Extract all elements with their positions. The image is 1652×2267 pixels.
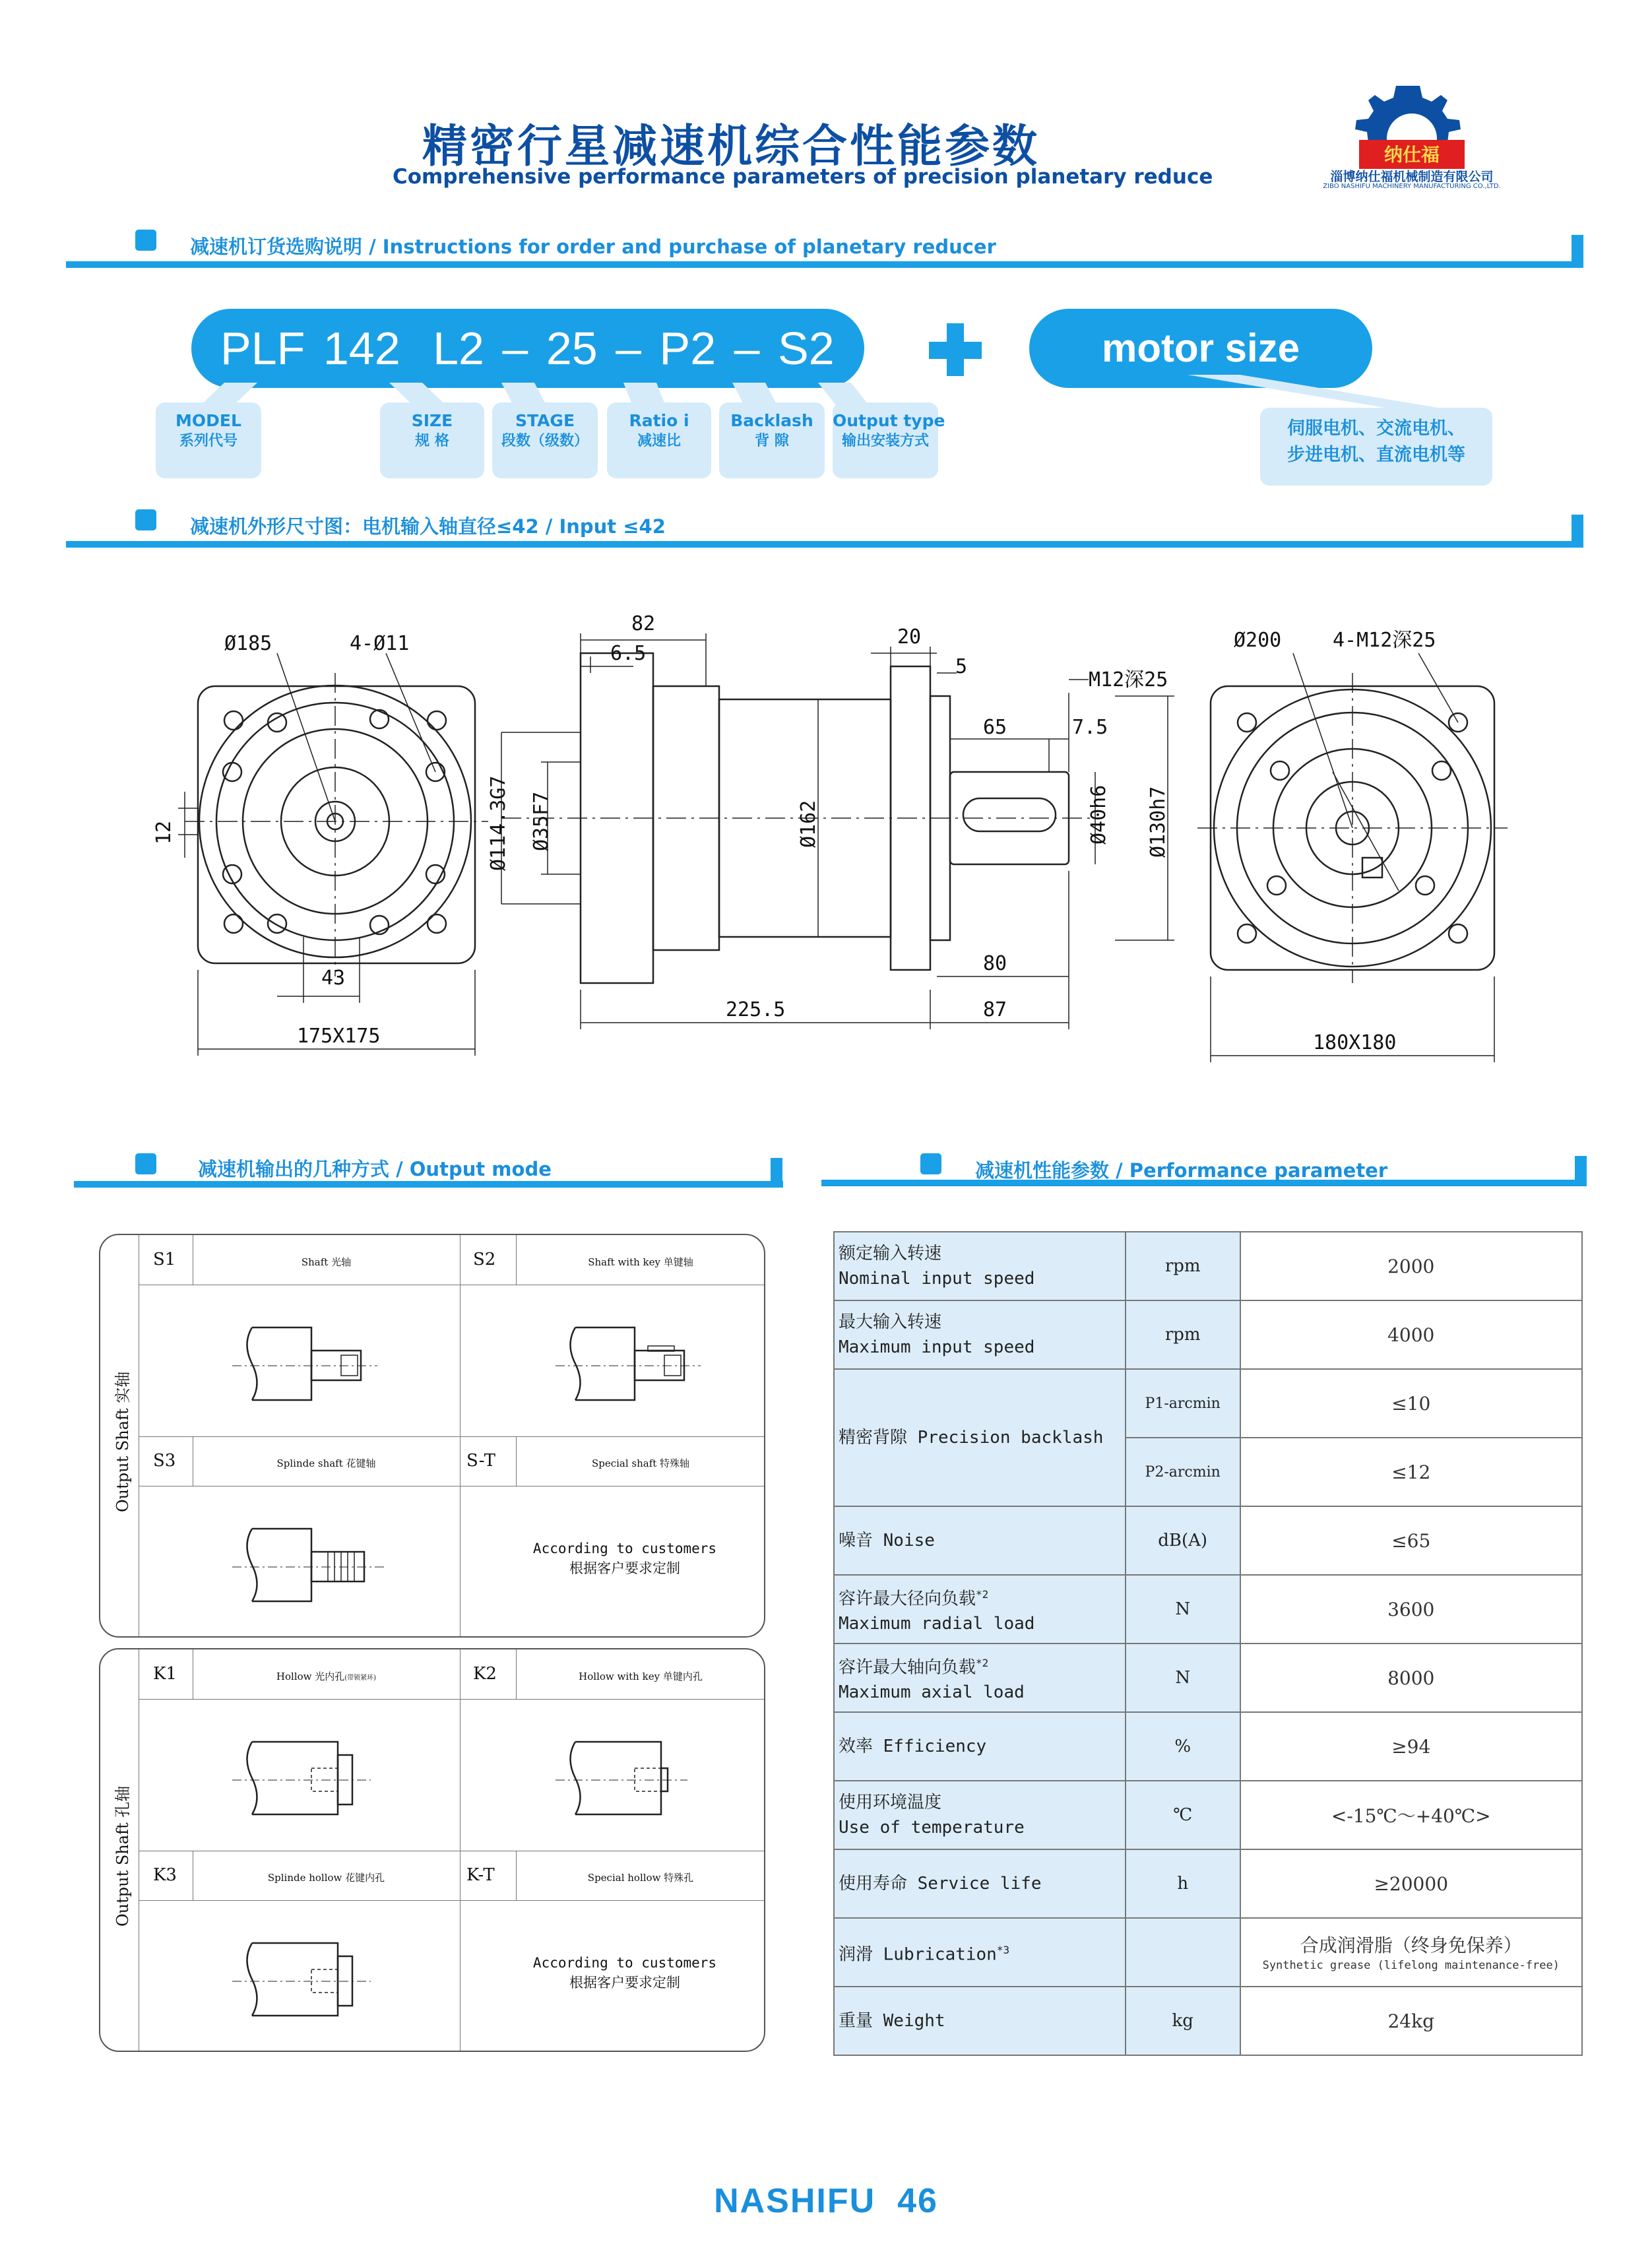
param-unit: P2-arcmin	[1126, 1438, 1240, 1506]
table-row	[834, 1575, 1582, 1644]
param-value: 4000	[1240, 1300, 1583, 1369]
mode-kt-note-cn: 根据客户要求定制	[569, 1975, 680, 1991]
table-row	[834, 1987, 1582, 2055]
footnote-mark: *3	[996, 1943, 1010, 1956]
tag-output-type	[833, 402, 945, 478]
mode-k2-code: K2	[473, 1664, 497, 1684]
param-value: ≥20000	[1240, 1849, 1583, 1918]
tag-backlash-cn: 背 隙	[755, 433, 789, 449]
dim-holes-11: 4-Ø11	[350, 632, 410, 655]
tag-model-en: MODEL	[175, 411, 241, 430]
param-unit: %	[1126, 1712, 1240, 1781]
dim-114: Ø114.3G7	[487, 775, 510, 871]
tag-size	[380, 402, 484, 478]
table-row	[834, 1644, 1582, 1712]
mode-st-note-cn: 根据客户要求定制	[569, 1560, 680, 1576]
tag-ratio-en: Ratio i	[629, 411, 689, 430]
dim-43: 43	[321, 967, 346, 990]
section-divider	[66, 261, 1583, 268]
param-name	[834, 1300, 1126, 1369]
param-cn: 额定输入转速	[839, 1244, 942, 1263]
code-output: S2	[778, 323, 835, 374]
tag-stage-cn: 段数（级数）	[501, 433, 588, 449]
page-footer: NASHIFU 46	[714, 2182, 938, 2220]
mode-s1-code: S1	[153, 1250, 176, 1269]
shaft-s2-icon	[556, 1314, 753, 1413]
mode-kt-note-en: According to customers	[532, 1955, 717, 1971]
table-row	[834, 1712, 1582, 1781]
shaft-s3-icon	[232, 1516, 430, 1614]
param-en: Maximum radial load	[839, 1614, 1035, 1634]
code-backlash: P2	[659, 323, 716, 374]
dim-87: 87	[983, 998, 1007, 1021]
param-cn: 容许最大轴向负载	[839, 1657, 976, 1678]
hollow-k1-icon	[232, 1729, 430, 1828]
mode-k1-name	[193, 1669, 460, 1683]
dimension-drawing	[0, 581, 1652, 1082]
param-value: ≥94	[1240, 1712, 1583, 1781]
section-title-order: 减速机订货选购说明 / Instructions for order and purchase of planetary reducer	[190, 236, 996, 258]
mode-s2-code: S2	[473, 1250, 496, 1269]
param-en: Use of temperature	[839, 1818, 1025, 1837]
table-row	[834, 1300, 1582, 1369]
mode-s2-name: Shaft with key 单键轴	[588, 1256, 693, 1268]
section-title-output: 减速机输出的几种方式 / Output mode	[198, 1158, 552, 1180]
table-row	[834, 1781, 1582, 1849]
param-name	[834, 1644, 1126, 1712]
value-en: Synthetic grease (lifelong maintenance-free)	[1262, 1959, 1560, 1972]
param-value	[1240, 1918, 1583, 1987]
tag-stage	[492, 402, 598, 478]
tag-size-cn: 规 格	[415, 433, 449, 449]
mode-st-code: S-T	[466, 1451, 495, 1471]
mode-st-name: Special shaft 特殊轴	[591, 1457, 690, 1469]
section-marker	[920, 1153, 941, 1174]
footnote-mark: *2	[976, 1587, 989, 1601]
plus-icon-bar	[929, 342, 982, 359]
code-model: PLF	[220, 323, 305, 374]
param-en: Maximum input speed	[839, 1337, 1035, 1357]
param-value: 3600	[1240, 1575, 1583, 1644]
dim-35: Ø35F7	[530, 791, 553, 851]
section-divider	[66, 541, 1583, 548]
param-value: 8000	[1240, 1644, 1583, 1712]
logo-text: 纳仕福	[1383, 144, 1440, 166]
dim-pcd-185: Ø185	[224, 632, 272, 655]
param-unit: N	[1126, 1575, 1240, 1644]
table-row	[834, 1918, 1582, 1987]
section-divider-end	[1572, 235, 1583, 268]
code-sep: –	[616, 323, 642, 374]
tag-ratio	[607, 402, 711, 478]
param-cn: 容许最大径向负载	[839, 1589, 976, 1609]
param-name	[834, 1918, 1126, 1987]
section-marker	[135, 1153, 156, 1174]
logo-company-cn: 淄博纳仕福机械制造有限公司	[1330, 170, 1494, 184]
tag-motor-line1: 伺服电机、交流电机、	[1287, 418, 1465, 439]
output-solid-panel	[99, 1234, 765, 1638]
dim-82: 82	[631, 612, 656, 635]
param-cn: 最大输入转速	[839, 1312, 942, 1332]
dim-5: 5	[955, 655, 968, 678]
param-name	[834, 1232, 1126, 1300]
solid-shaft-label: Output Shaft 实轴	[113, 1371, 132, 1512]
dim-40: Ø40h6	[1087, 784, 1110, 845]
mode-k3-name: Splinde hollow 花键内孔	[267, 1872, 385, 1884]
page-subtitle: Comprehensive performance parameters of precision planetary reduce	[393, 165, 1213, 189]
param-value: <-15℃～+40℃>	[1240, 1781, 1583, 1849]
tag-ratio-cn: 减速比	[637, 433, 681, 449]
tag-stage-en: STAGE	[515, 411, 575, 430]
dim-130: Ø130h7	[1147, 786, 1170, 858]
mode-s3-name: Splinde shaft 花键轴	[276, 1457, 376, 1469]
tag-model-cn: 系列代号	[179, 433, 238, 449]
code-sep: –	[734, 323, 760, 374]
param-name: 噪音 Noise	[834, 1506, 1126, 1575]
param-name: 重量 Weight	[834, 1987, 1126, 2055]
logo-company-en: ZIBO NASHIFU MACHINERY MANUFACTURING CO.,LTD.	[1323, 183, 1501, 190]
param-name	[834, 1781, 1126, 1849]
mode-kt-name: Special hollow 特殊孔	[587, 1872, 694, 1884]
table-row	[834, 1369, 1582, 1438]
code-sep: –	[502, 323, 528, 374]
param-en: Nominal input speed	[839, 1269, 1035, 1289]
mode-kt-code: K-T	[466, 1865, 495, 1885]
hollow-shaft-label: Output Shaft 孔轴	[113, 1785, 132, 1927]
footnote-mark: *2	[976, 1656, 989, 1669]
hollow-k2-icon	[556, 1729, 753, 1828]
param-value: 2000	[1240, 1232, 1583, 1300]
param-value: ≤10	[1240, 1369, 1583, 1438]
dim-pcd-200: Ø200	[1234, 629, 1282, 652]
dim-20: 20	[897, 625, 922, 649]
tag-motor-types	[1260, 408, 1492, 486]
tag-output-en: Output type	[833, 411, 945, 430]
value-cn: 合成润滑脂（终身免保养）	[1300, 1934, 1522, 1956]
param-unit: h	[1126, 1849, 1240, 1918]
dim-7-5: 7.5	[1072, 716, 1108, 739]
param-unit: dB(A)	[1126, 1506, 1240, 1575]
param-unit: rpm	[1126, 1232, 1240, 1300]
mode-kt-note	[496, 1953, 753, 1993]
section-divider-end	[1572, 515, 1583, 548]
mode-st-note	[496, 1539, 753, 1578]
dim-m12-holes: 4-M12深25	[1333, 629, 1436, 652]
tag-backlash-en: Backlash	[730, 411, 813, 430]
param-label: 润滑 Lubrication	[839, 1944, 997, 1965]
mode-st-note-en: According to customers	[532, 1541, 717, 1556]
dim-m12: M12深25	[1089, 668, 1168, 691]
section-divider	[74, 1181, 783, 1188]
table-row	[834, 1849, 1582, 1918]
mode-k1-name-main: Hollow 光内孔	[276, 1671, 345, 1682]
param-en: Maximum axial load	[839, 1682, 1025, 1703]
motor-size-pill: motor size	[1029, 309, 1372, 388]
section-marker	[135, 509, 156, 530]
table-row	[834, 1232, 1582, 1300]
param-unit	[1126, 1918, 1240, 1987]
tag-output-cn: 输出安装方式	[841, 433, 929, 449]
output-hollow-panel	[99, 1648, 765, 2052]
param-name	[834, 1575, 1126, 1644]
dim-225: 225.5	[726, 998, 786, 1021]
param-name: 精密背隙 Precision backlash	[834, 1369, 1126, 1506]
section-title-perf: 减速机性能参数 / Performance parameter	[975, 1159, 1388, 1182]
dim-65: 65	[983, 716, 1007, 739]
tag-backlash	[719, 402, 825, 478]
page-title: 精密行星减速机综合性能参数	[422, 121, 1040, 173]
dim-6-5: 6.5	[610, 642, 647, 665]
section-divider-end	[771, 1158, 782, 1188]
dim-175: 175X175	[297, 1025, 381, 1048]
param-name: 效率 Efficiency	[834, 1712, 1126, 1781]
mode-k3-code: K3	[153, 1865, 177, 1885]
tag-model	[156, 402, 261, 478]
param-unit: kg	[1126, 1987, 1240, 2055]
mode-k1-code: K1	[153, 1664, 177, 1684]
mode-k1-name-small: (带锁紧环)	[344, 1675, 377, 1682]
param-unit: N	[1126, 1644, 1240, 1712]
mode-s1-name: Shaft 光轴	[301, 1256, 352, 1268]
mode-k2-name: Hollow with key 单键内孔	[579, 1671, 703, 1682]
performance-table	[833, 1231, 1583, 2056]
param-value: ≤65	[1240, 1506, 1583, 1575]
code-size: 142	[323, 323, 400, 374]
section-title-dims: 减速机外形尺寸图：电机输入轴直径≤42 / Input ≤42	[190, 515, 666, 538]
dim-180: 180X180	[1313, 1031, 1397, 1054]
table-row	[834, 1506, 1582, 1575]
section-marker	[135, 230, 156, 251]
param-unit: rpm	[1126, 1300, 1240, 1369]
param-cn: 使用环境温度	[839, 1793, 942, 1812]
param-name: 使用寿命 Service life	[834, 1849, 1126, 1918]
param-value: ≤12	[1240, 1438, 1583, 1506]
shaft-s1-icon	[232, 1314, 430, 1413]
code-ratio: 25	[546, 323, 598, 374]
param-unit: ℃	[1126, 1781, 1240, 1849]
dim-12: 12	[152, 820, 175, 845]
code-stage: L2	[433, 323, 484, 374]
hollow-k3-icon	[232, 1930, 430, 2029]
mode-s3-code: S3	[153, 1451, 176, 1471]
dim-162: Ø162	[797, 800, 820, 848]
section-divider-end	[1575, 1156, 1587, 1186]
tag-motor-line2: 步进电机、直流电机等	[1287, 445, 1465, 465]
tag-size-en: SIZE	[411, 411, 453, 430]
dim-80: 80	[983, 952, 1007, 975]
param-value: 24kg	[1240, 1987, 1583, 2055]
param-unit: P1-arcmin	[1126, 1369, 1240, 1438]
